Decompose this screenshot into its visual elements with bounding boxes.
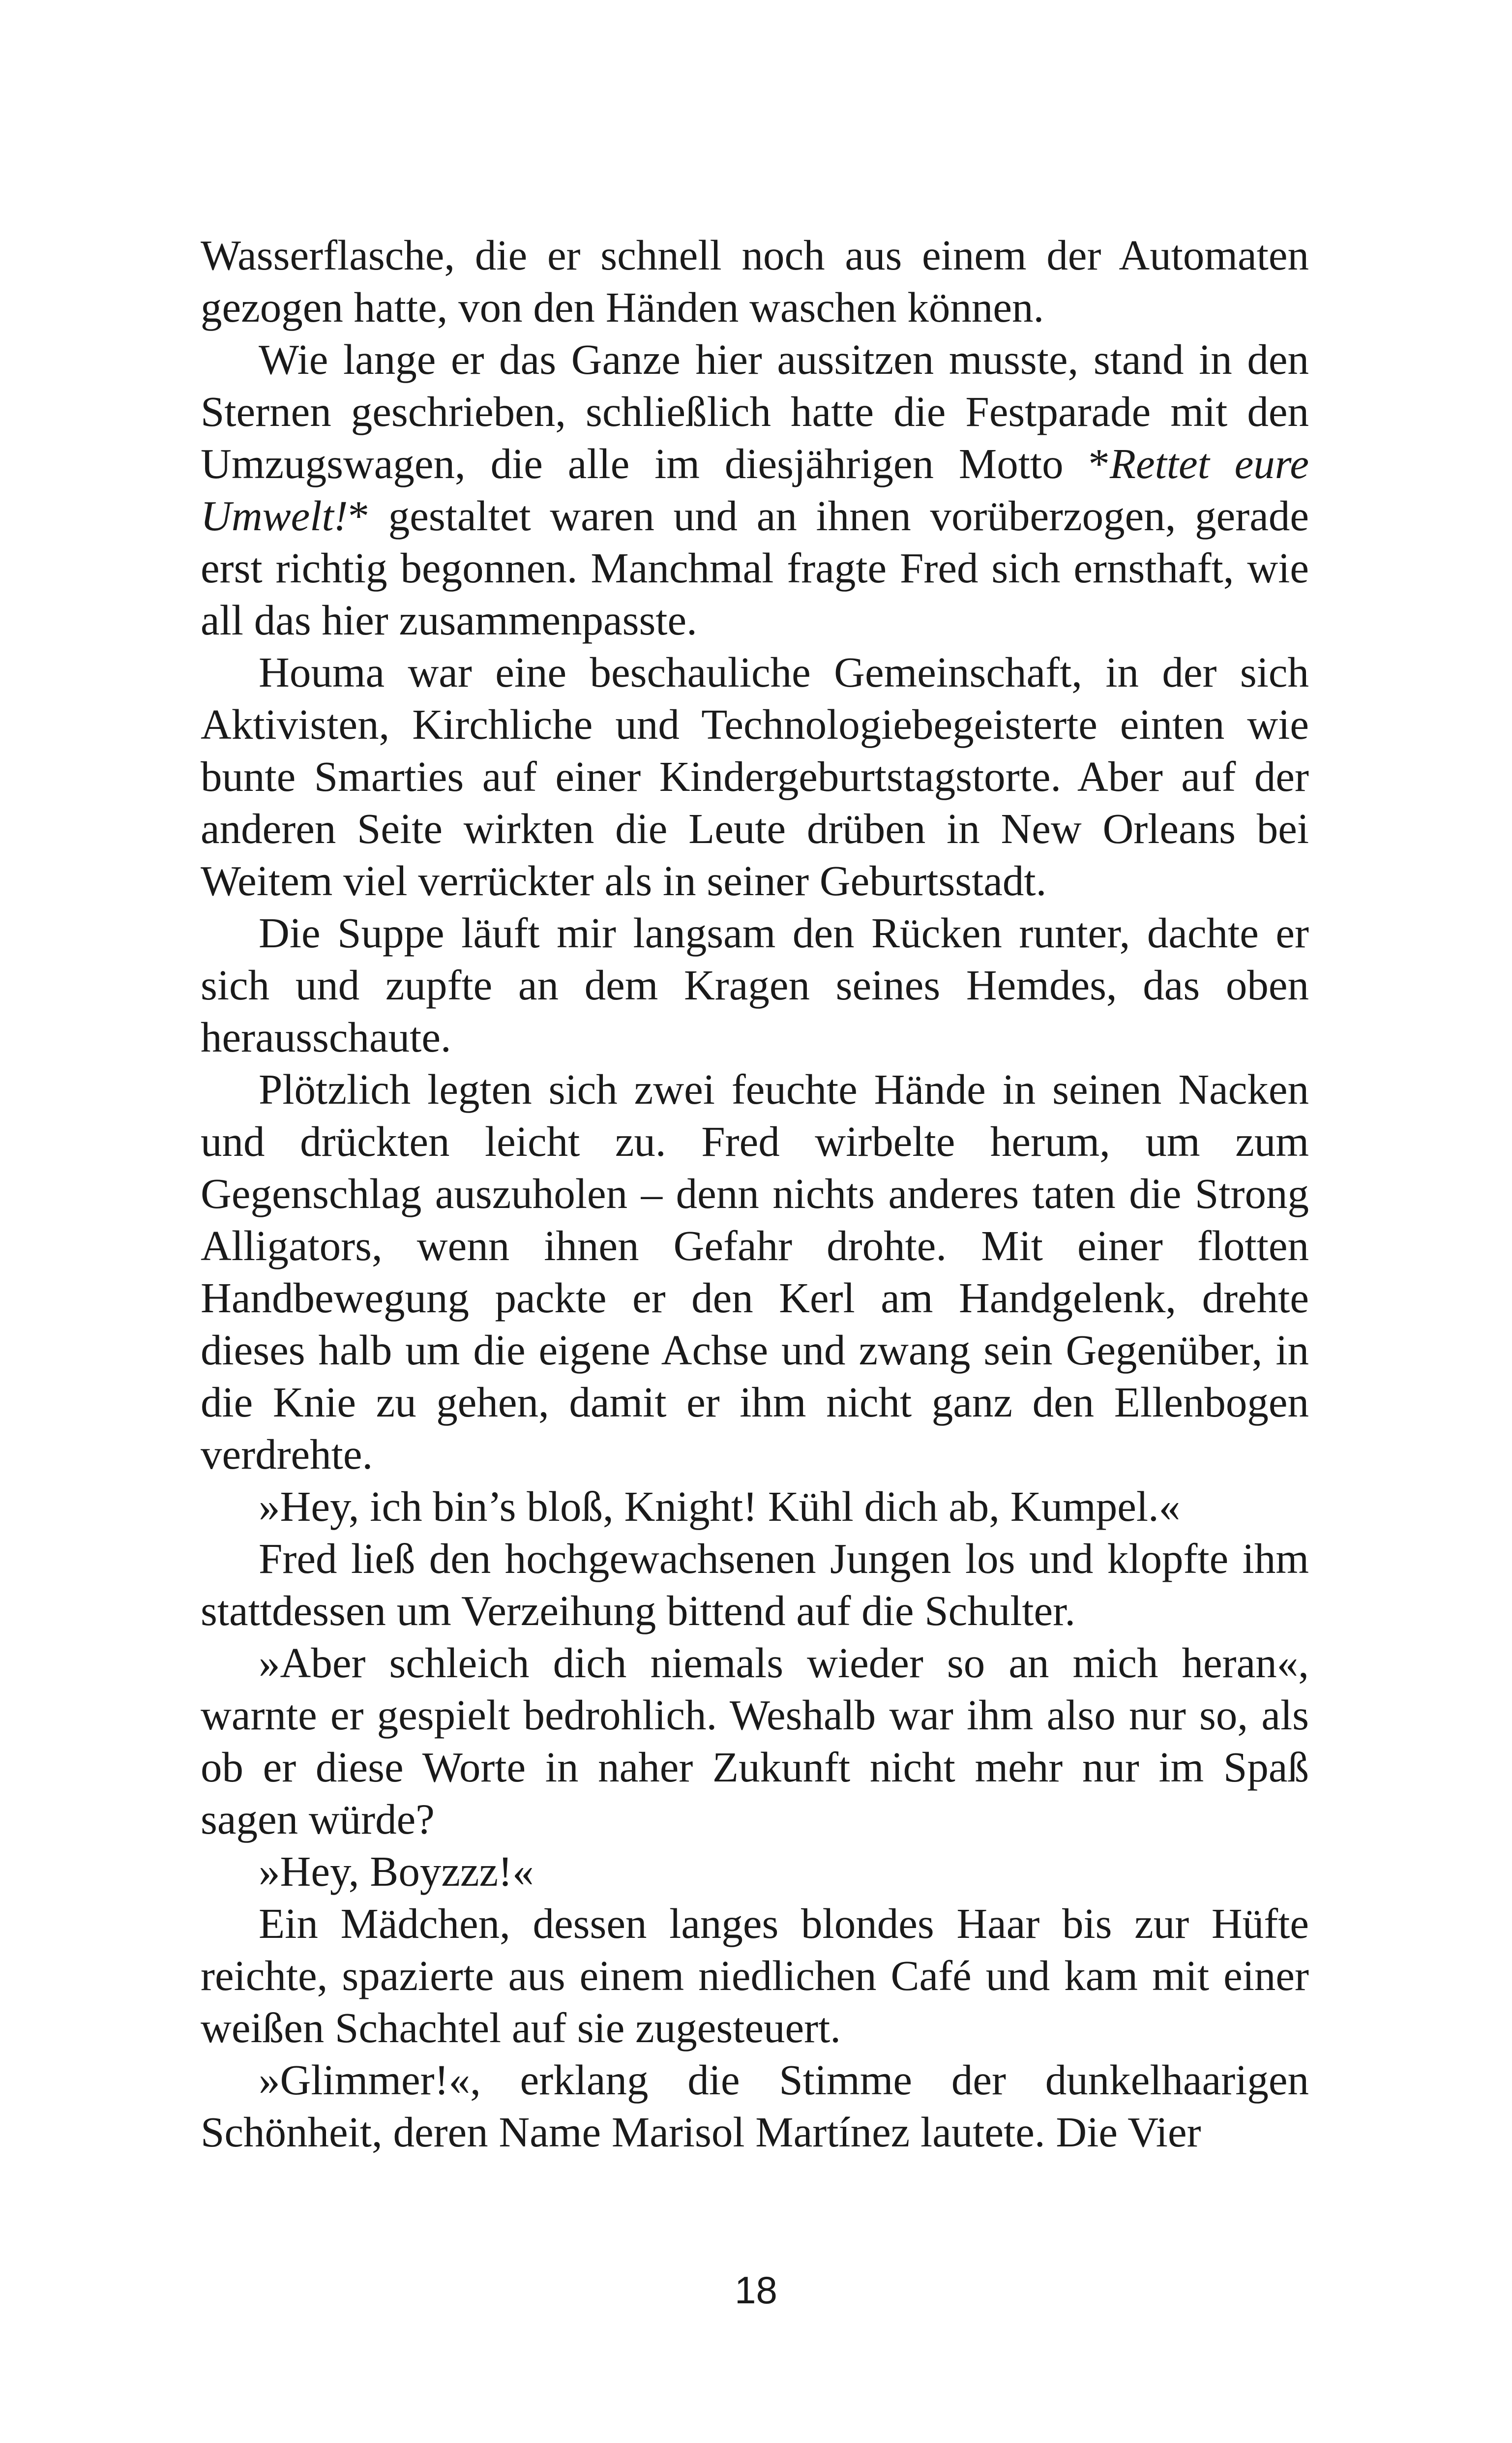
paragraph-7-text: Fred ließ den hochgewachsenen Jungen los und klopfte ihm stattdessen um Verzeihung bittend auf die Schulter. [201, 1535, 1309, 1634]
paragraph-1 [201, 229, 1309, 333]
paragraph-9-text: »Hey, Boyzzz!« [259, 1847, 534, 1895]
paragraph-1-text: Wasserflasche, die er schnell noch aus einem der Automaten gezogen hatte, von den Händen waschen können. [201, 231, 1309, 331]
page-number: 18 [735, 2268, 777, 2312]
paragraph-3-text: Houma war eine beschauliche Gemeinschaft, in der sich Aktivisten, Kirchliche und Technologiebegeisterte einten wie bunte Smarties auf einer Kindergeburtstagstorte. Aber auf der anderen Seite wirkten die Leute drüben in New Orleans bei Weitem viel verrückter als in seiner Geburtsstadt. [201, 648, 1309, 905]
paragraph-2-text-a: Wie lange er das Ganze hier aussitzen musste, stand in den Sternen geschrieben, schließlich hatte die Festparade mit den Umzugswagen, die alle im diesjährigen Motto * [201, 335, 1309, 487]
paragraph-6 [201, 1480, 1309, 1533]
paragraph-5-text: Plötzlich legten sich zwei feuchte Hände in seinen Nacken und drückten leicht zu. Fred wirbelte herum, um zum Gegenschlag auszuholen – denn nichts anderes taten die Strong Alligators, wenn ihnen Gefahr drohte. Mit einer flotten Handbewegung packte er den Kerl am Handgelenk, drehte dieses halb um die eigene Achse und zwang sein Gegenüber, in die Knie zu gehen, damit er ihm nicht ganz den Ellenbogen verdrehte. [201, 1065, 1309, 1478]
paragraph-10-text: Ein Mädchen, dessen langes blondes Haar bis zur Hüfte reichte, spazierte aus einem niedlichen Café und kam mit einer weißen Schachtel auf sie zugesteuert. [201, 1900, 1309, 2051]
paragraph-2-motto-italic: Rettet eure Umwelt! [201, 440, 1309, 540]
paragraph-11-text: »Glimmer!«, erklang die Stimme der dunkelhaarigen Schönheit, deren Name Marisol Martínez lautete. Die Vier [201, 2056, 1309, 2156]
paragraph-4 [201, 907, 1309, 1063]
paragraph-8-text: »Aber schleich dich niemals wieder so an mich heran«, warnte er gespielt bedrohlich. Weshalb war ihm also nur so, als ob er diese Worte in naher Zukunft nicht mehr nur im Spaß sagen würde? [201, 1639, 1309, 1843]
paragraph-3 [201, 646, 1309, 907]
paragraph-2 [201, 333, 1309, 646]
body-text [201, 229, 1309, 2158]
paragraph-2-text-b: * gestaltet waren und an ihnen vorüberzogen, gerade erst richtig begonnen. Manchmal fragte Fred sich ernsthaft, wie all das hier zusammenpasste. [201, 492, 1309, 644]
paragraph-7 [201, 1533, 1309, 1637]
paragraph-11 [201, 2054, 1309, 2158]
paragraph-8 [201, 1637, 1309, 1845]
paragraph-4-text: Die Suppe läuft mir langsam den Rücken runter, dachte er sich und zupfte an dem Kragen seines Hemdes, das oben herausschaute. [201, 909, 1309, 1061]
paragraph-5 [201, 1063, 1309, 1480]
paragraph-9 [201, 1845, 1309, 1898]
paragraph-10 [201, 1898, 1309, 2054]
paragraph-6-text: »Hey, ich bin’s bloß, Knight! Kühl dich ab, Kumpel.« [259, 1482, 1181, 1530]
